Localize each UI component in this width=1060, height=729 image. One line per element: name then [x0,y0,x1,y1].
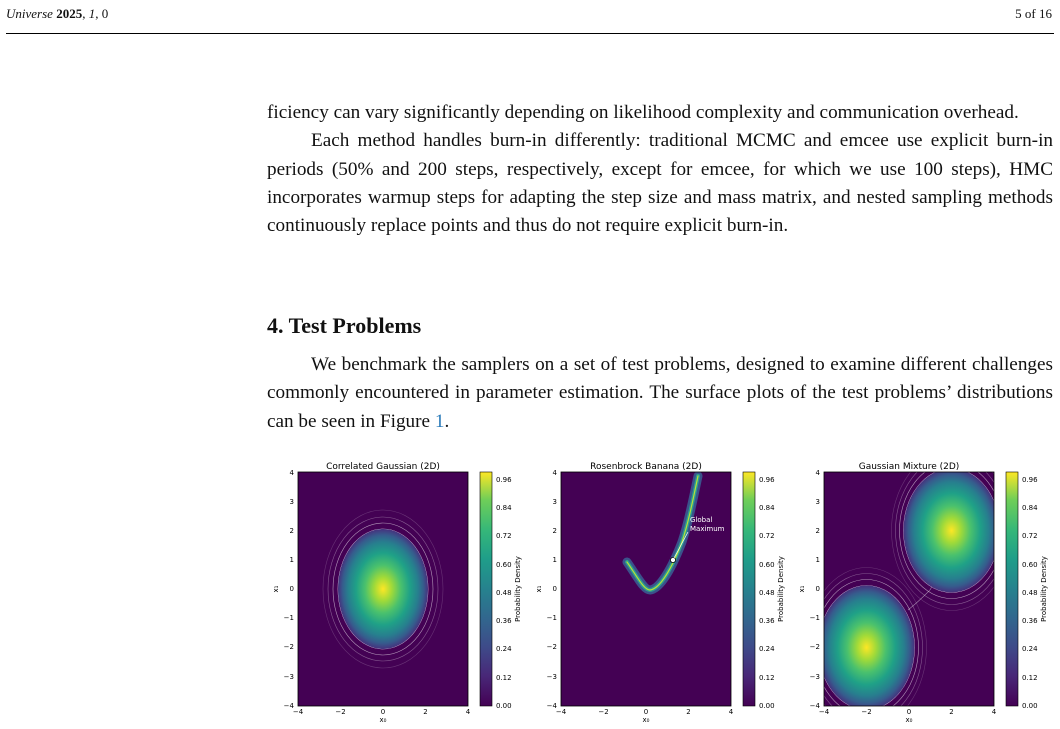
colorbar-tick: 0.96 [1022,476,1038,484]
chart-title: Correlated Gaussian (2D) [326,462,440,472]
section-heading: 4. Test Problems [267,313,422,338]
x-tick: −4 [555,708,567,716]
x-tick: 2 [949,708,954,716]
x-tick: 4 [728,708,734,716]
panel-rosenbrock-banana [535,462,785,724]
colorbar-tick: 0.48 [496,589,512,597]
colorbar-tick: 0.12 [1022,674,1038,682]
colorbar-tick: 0.48 [1022,589,1038,597]
x-tick: 0 [643,708,649,716]
y-tick: 1 [289,556,294,564]
body-block-2 [267,351,1053,436]
journal-citation: Universe 2025, 1, 0 [6,6,109,21]
y-tick: −1 [809,614,820,622]
colorbar-tick: 0.84 [496,504,512,512]
x-tick: 4 [465,708,471,716]
header-rule [6,33,1054,34]
y-axis-label: x₁ [272,585,280,593]
colorbar-tick: 0.00 [1022,702,1038,710]
x-axis-label: x₀ [379,716,387,724]
colorbar-tick: 0.60 [759,561,775,569]
colorbar-tick: 0.96 [759,476,775,484]
colorbar-tick: 0.36 [759,617,775,625]
y-tick: −2 [283,643,294,651]
paragraph-continuation: ficiency can vary significantly depending on likelihood complexity and communication overhead. [267,102,1019,123]
y-tick: 0 [552,585,557,593]
page-counter: 5 of 16 [1015,6,1052,21]
colorbar-tick: 0.36 [1022,617,1038,625]
y-tick: 3 [289,498,294,506]
colorbar-tick: 0.12 [759,674,775,682]
x-tick: 0 [906,708,912,716]
y-tick: 3 [552,498,557,506]
y-tick: 2 [552,527,557,535]
body-block-1 [267,99,1053,240]
colorbar-tick: 0.72 [759,532,775,540]
colorbar-tick: 0.60 [496,561,512,569]
x-tick: −4 [292,708,304,716]
journal-volume: 1 [88,6,96,21]
x-tick: −4 [818,708,830,716]
colorbar [1006,472,1018,706]
journal-page: 0 [101,6,109,21]
y-tick: 1 [815,556,820,564]
chart-title: Gaussian Mixture (2D) [858,462,960,472]
x-tick: 0 [380,708,386,716]
colorbar-tick: 0.12 [496,674,512,682]
y-tick: −1 [283,614,294,622]
paragraph-end: . [444,410,450,432]
paragraph-text: We benchmark the samplers on a set of test problems, designed to examine different challenges commonly encountered in parameter estimation. The surface plots of the test problems’ distributions can be seen in Figure [267,354,1053,432]
y-tick: −4 [546,702,557,710]
colorbar-tick: 0.24 [1022,645,1038,653]
colorbar [743,472,755,706]
x-axis-label: x₀ [642,716,650,724]
x-tick: 2 [423,708,428,716]
x-tick: −2 [598,708,609,716]
y-tick: 0 [815,585,820,593]
panel-correlated-gaussian [272,462,522,724]
colorbar-tick: 0.72 [1022,532,1038,540]
x-axis-label: x₀ [905,716,913,724]
y-tick: −3 [809,673,820,681]
journal-name: Universe [6,6,53,21]
y-axis-label: x₁ [535,585,543,593]
y-tick: 1 [552,556,557,564]
y-tick: 2 [289,527,294,535]
x-tick: 2 [686,708,691,716]
y-tick: 2 [815,527,820,535]
journal-year: 2025 [56,6,83,21]
colorbar-label: Probability Density [514,556,522,622]
y-tick: −3 [283,673,294,681]
colorbar-tick: 0.24 [759,645,775,653]
annotation-global: Global [690,516,713,524]
y-tick: 4 [552,469,557,477]
y-tick: 4 [815,469,820,477]
panel-gaussian-mixture [798,462,1048,724]
colorbar-tick: 0.36 [496,617,512,625]
colorbar [480,472,492,706]
x-tick: −2 [335,708,346,716]
y-tick: −2 [809,643,820,651]
y-tick: 4 [289,469,294,477]
chart-title: Rosenbrock Banana (2D) [590,462,702,472]
colorbar-label: Probability Density [777,556,785,622]
y-axis-label: x₁ [798,585,806,593]
figure-link[interactable]: 1 [434,410,445,432]
x-tick: 4 [991,708,997,716]
annotation-maximum: Maximum [690,525,725,533]
colorbar-tick: 0.84 [759,504,775,512]
paragraph-test-problems [267,351,1053,436]
colorbar-tick: 0.00 [496,702,512,710]
colorbar-tick: 0.00 [759,702,775,710]
y-tick: −4 [809,702,820,710]
colorbar-tick: 0.24 [496,645,512,653]
y-tick: −2 [546,643,557,651]
x-tick: −2 [861,708,872,716]
y-tick: 3 [815,498,820,506]
colorbar-tick: 0.84 [1022,504,1038,512]
figure-1 [268,462,1058,724]
colorbar-tick: 0.96 [496,476,512,484]
running-header [6,6,1052,24]
y-tick: 0 [289,585,294,593]
y-tick: −1 [546,614,557,622]
colorbar-tick: 0.48 [759,589,775,597]
colorbar-label: Probability Density [1040,556,1048,622]
colorbar-tick: 0.60 [1022,561,1038,569]
y-tick: −3 [546,673,557,681]
colorbar-tick: 0.72 [496,532,512,540]
y-tick: −4 [283,702,294,710]
paragraph-burn-in: Each method handles burn-in differently: traditional MCMC and emcee use explicit burn-in periods (50% and 200 steps, respectively, except for emcee, for which we use 100 steps), HMC incorporates warmup steps for adapting the step size and mass matrix, and nested sampling methods continuously replace points and thus do not require explicit burn-in. [267,130,1053,237]
